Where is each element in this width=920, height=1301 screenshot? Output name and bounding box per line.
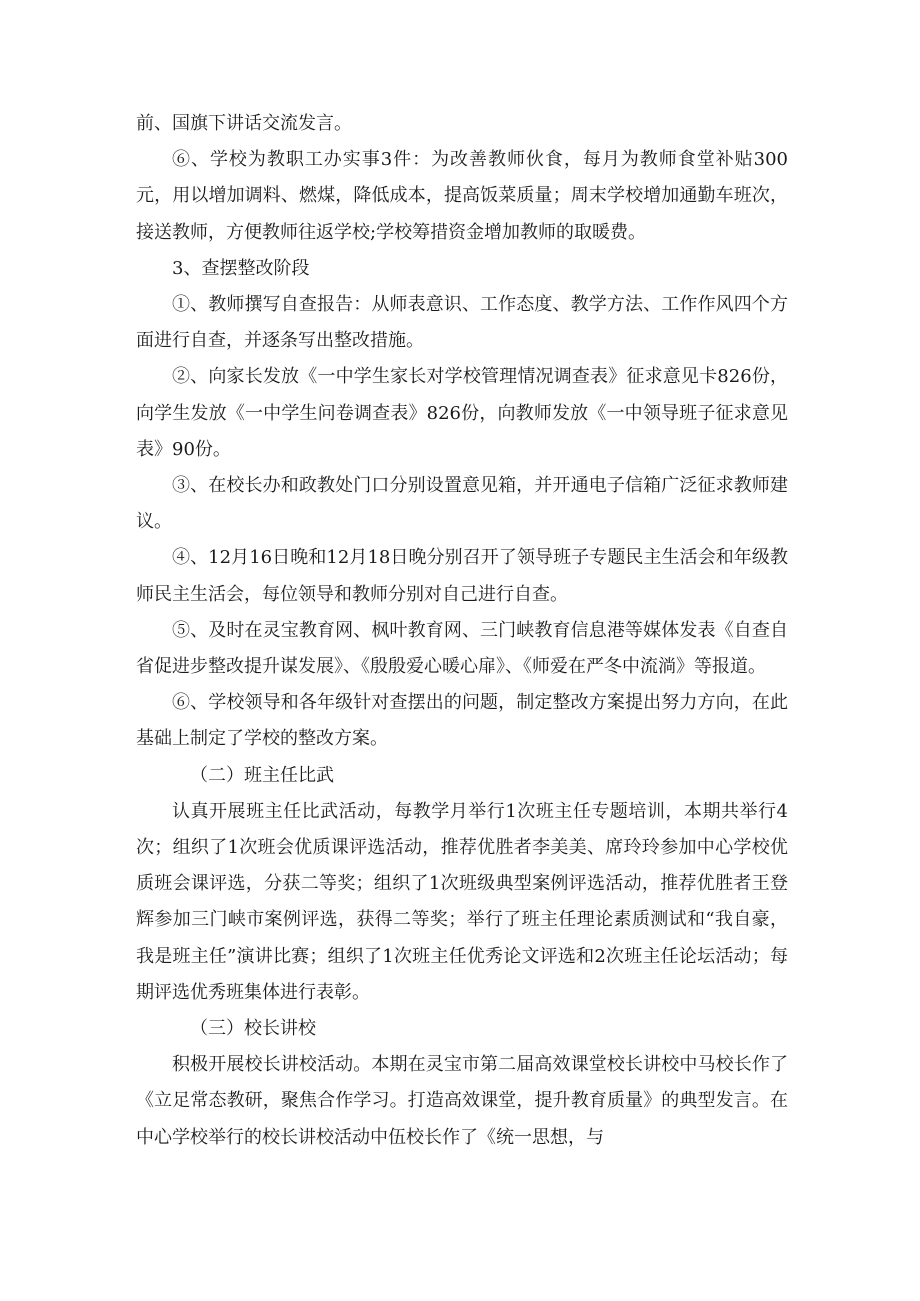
paragraph-class-teacher-contest: 认真开展班主任比武活动，每教学月举行1次班主任专题培训，本期共举行4次；组织了1次班会优质课评选活动，推荐优胜者李美美、席玲玲参加中心学校优质班会课评选，分获二等奖；组织了1次班级典型案例评选活动，推荐优胜者王登辉参加三门峡市案例评选，获得二等奖；举行了班主任理论素质测试和“我自豪，我是班主任”演讲比赛；组织了1次班主任优秀论文评选和2次班主任论坛活动；每期评选优秀班集体进行表彰。 bbox=[136, 800, 788, 1003]
paragraph-surveys: ②、向家长发放《一中学生家长对学校管理情况调查表》征求意见卡826份，向学生发放《一中学生问卷调查表》826份，向教师发放《一中领导班子征求意见表》90份。 bbox=[136, 366, 788, 460]
paragraph-continuation: 前、国旗下讲话交流发言。 bbox=[136, 113, 352, 134]
paragraph-rectification-plan: ⑥、学校领导和各年级针对查摆出的问题，制定整改方案提出努力方向，在此基础上制定了学校的整改方案。 bbox=[136, 692, 788, 750]
paragraph-principal-talk: 积极开展校长讲校活动。本期在灵宝市第二届高效课堂校长讲校中马校长作了《立足常态教研，聚焦合作学习。打造高效课堂，提升教育质量》的典型发言。在中心学校举行的校长讲校活动中伍校长作了《统一思想，与 bbox=[136, 1054, 788, 1148]
paragraph-media-reports: ⑤、及时在灵宝教育网、枫叶教育网、三门峡教育信息港等媒体发表《自查自省促进步整改提升谋发展》、《殷殷爱心暖心扉》、《师爱在严冬中流淌》等报道。 bbox=[136, 619, 788, 678]
paragraph-self-report: ①、教师撰写自查报告：从师表意识、工作态度、教学方法、工作作风四个方面进行自查，并逐条写出整改措施。 bbox=[136, 294, 788, 352]
paragraph-democratic-meetings: ④、12月16日晚和12月18日晚分别召开了领导班子专题民主生活会和年级教师民主生活会，每位领导和教师分别对自己进行自查。 bbox=[136, 547, 788, 605]
section-heading-class-teacher-contest: （二）班主任比武 bbox=[190, 764, 334, 786]
document-body bbox=[136, 106, 788, 1156]
paragraph-teacher-benefits: ⑥、学校为教职工办实事3件：为改善教师伙食，每月为教师食堂补贴300元，用以增加调料、燃煤，降低成本，提高饭菜质量；周末学校增加通勤车班次，接送教师，方便教师往返学校;学校筹措资金增加教师的取暖费。 bbox=[136, 149, 788, 243]
paragraph-suggestion-box: ③、在校长办和政教处门口分别设置意见箱，并开通电子信箱广泛征求教师建议。 bbox=[136, 475, 788, 533]
section-heading-principal-talk: （三）校长讲校 bbox=[190, 1018, 316, 1040]
section-heading-rectification-stage: 3、查摆整改阶段 bbox=[172, 257, 310, 279]
